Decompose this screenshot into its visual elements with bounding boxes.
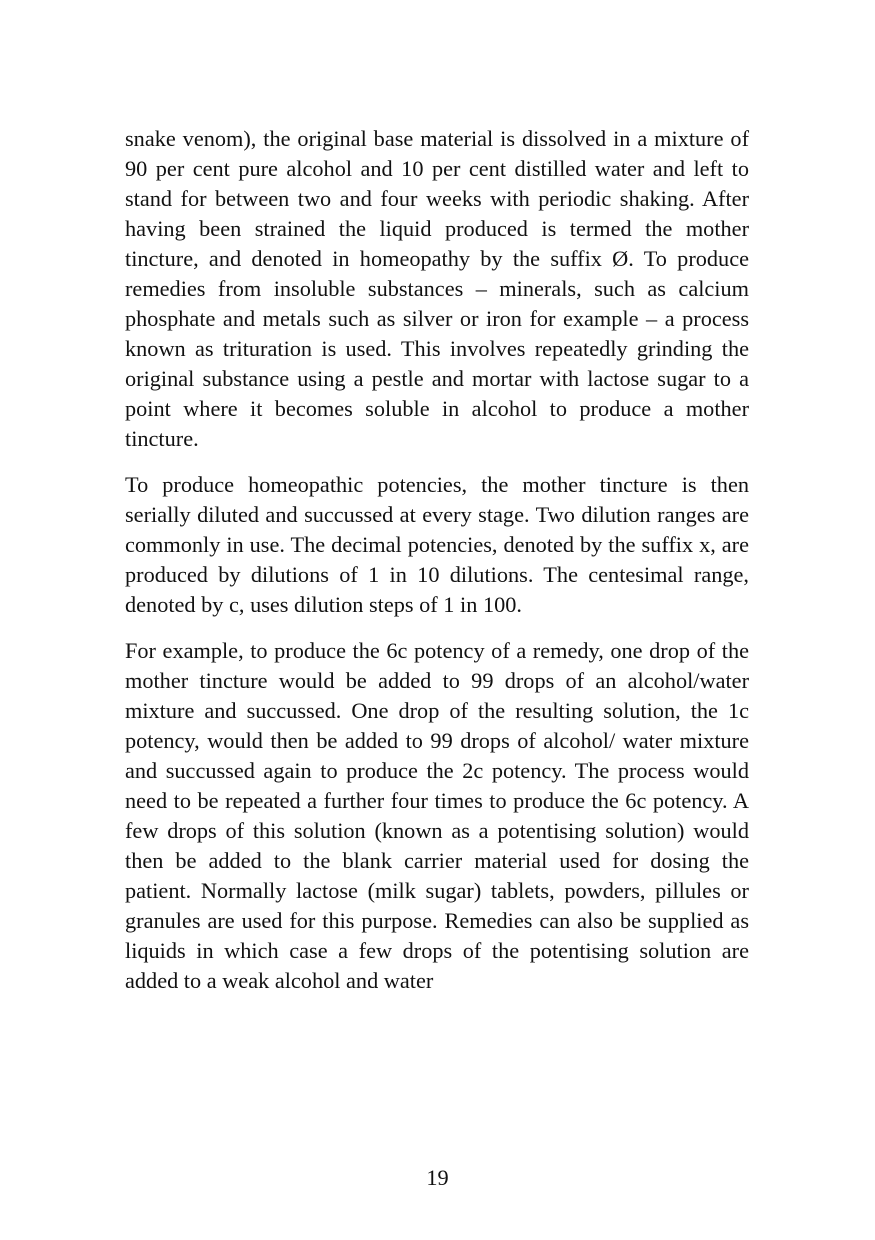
paragraph-mother-tincture: snake venom), the original base material is dissolved in a mixture of 90 per cent pure alcohol and 10 per cent distilled water and left to stand for between two and four weeks with periodic shaking. After having been strained the liquid produced is termed the mother tincture, and denoted in homeopathy by the suffix Ø. To produce remedies from insoluble substances – minerals, such as calcium phosphate and metals such as silver or iron for example – a process known as trituration is used. This involves repeatedly grinding the original substance using a pestle and mortar with lactose sugar to a point where it becomes soluble in alcohol to produce a mother tincture. <box>125 126 749 451</box>
paragraph-potencies: To produce homeopathic potencies, the mother tincture is then serially diluted and succussed at every stage. Two dilution ranges are commonly in use. The decimal potencies, denoted by the suffix x, are produced by dilutions of 1 in 10 dilutions. The centesimal range, denoted by c, uses dilution steps of 1 in 100. <box>125 472 749 617</box>
body-text <box>125 124 749 1012</box>
page-number: 19 <box>426 1165 449 1190</box>
paragraph-6c-example: For example, to produce the 6c potency of a remedy, one drop of the mother tincture would be added to 99 drops of an alcohol/water mixture and succussed. One drop of the resulting solution, the 1c potency, would then be added to 99 drops of alcohol/ water mixture and succussed again to produce the 2c potency. The process would need to be repeated a further four times to produce the 6c potency. A few drops of this solution (known as a potentising solution) would then be added to the blank carrier material used for dosing the patient. Normally lactose (milk sugar) tablets, powders, pillules or granules are used for this purpose. Remedies can also be supplied as liquids in which case a few drops of the potentising solution are added to a weak alcohol and water <box>125 638 749 993</box>
